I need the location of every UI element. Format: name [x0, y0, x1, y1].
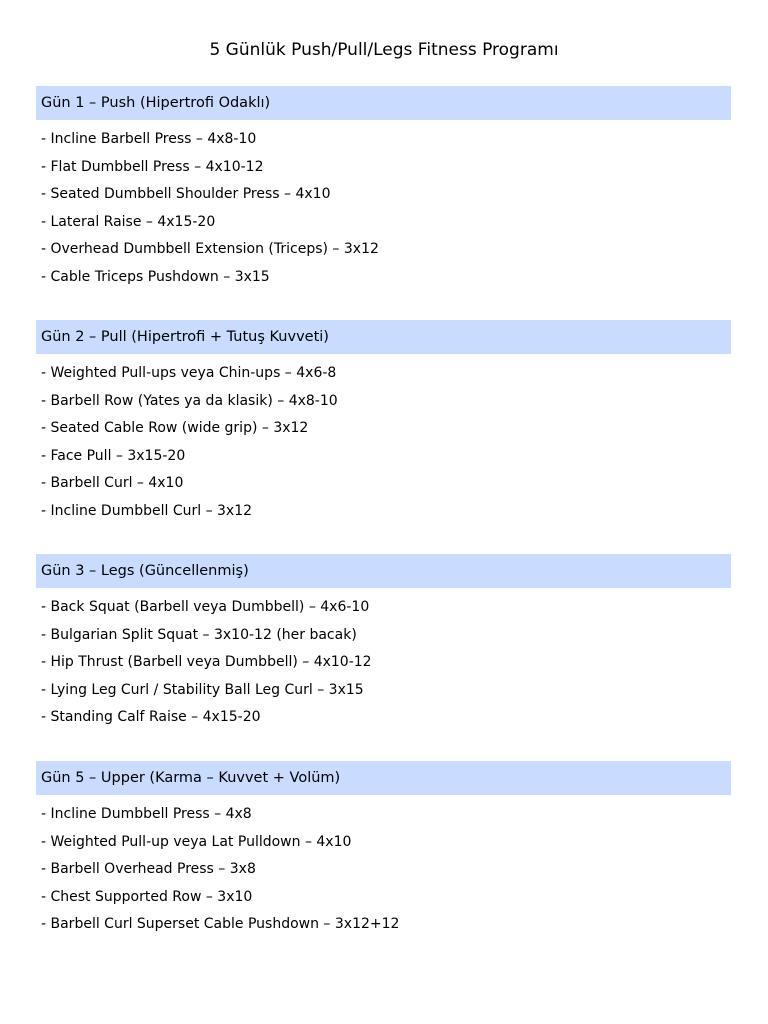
day-section-push	[36, 86, 731, 291]
exercise-list-push	[36, 126, 731, 291]
exercise-item: - Barbell Curl Superset Cable Pushdown – 3x12+12	[41, 916, 400, 932]
exercise-list-pull	[36, 360, 731, 525]
exercise-item: - Lateral Raise – 4x15-20	[41, 213, 216, 230]
exercise-item: - Seated Cable Row (wide grip) – 3x12	[41, 420, 309, 436]
day-header-upper: Gün 5 – Upper (Karma – Kuvvet + Volüm)	[36, 761, 731, 795]
exercise-item: - Seated Dumbbell Shoulder Press – 4x10	[41, 186, 331, 202]
exercise-item: - Lying Leg Curl / Stability Ball Leg Curl – 3x15	[41, 681, 364, 698]
exercise-item: - Barbell Overhead Press – 3x8	[41, 861, 256, 877]
exercise-item: - Chest Supported Row – 3x10	[41, 888, 253, 905]
day-section-upper	[36, 761, 731, 939]
exercise-item: - Weighted Pull-up veya Lat Pulldown – 4x10	[41, 833, 352, 850]
exercise-item: - Overhead Dumbbell Extension (Triceps) – 3x12	[41, 241, 379, 257]
exercise-item: - Barbell Curl – 4x10	[41, 475, 184, 491]
exercise-item: - Incline Barbell Press – 4x8-10	[41, 131, 257, 147]
exercise-item: - Incline Dumbbell Press – 4x8	[41, 806, 252, 822]
exercise-item: - Face Pull – 3x15-20	[41, 447, 186, 464]
exercise-item: - Barbell Row (Yates ya da klasik) – 4x8-10	[41, 392, 338, 409]
day-header-pull: Gün 2 – Pull (Hipertrofi + Tutuş Kuvveti)	[36, 320, 731, 354]
exercise-list-upper	[36, 801, 731, 939]
day-section-pull	[36, 320, 731, 525]
day-header-push: Gün 1 – Push (Hipertrofi Odaklı)	[36, 86, 731, 120]
exercise-item: - Back Squat (Barbell veya Dumbbell) – 4x6-10	[41, 599, 370, 615]
page-title: 5 Günlük Push/Pull/Legs Fitness Programı	[209, 40, 559, 60]
exercise-item: - Flat Dumbbell Press – 4x10-12	[41, 158, 264, 175]
day-section-legs	[36, 554, 731, 732]
exercise-item: - Hip Thrust (Barbell veya Dumbbell) – 4x10-12	[41, 654, 372, 670]
exercise-list-legs	[36, 594, 731, 732]
exercise-item: - Standing Calf Raise – 4x15-20	[41, 709, 261, 725]
exercise-item: - Incline Dumbbell Curl – 3x12	[41, 502, 253, 519]
exercise-item: - Weighted Pull-ups veya Chin-ups – 4x6-8	[41, 365, 337, 381]
day-header-legs: Gün 3 – Legs (Güncellenmiş)	[36, 554, 731, 588]
exercise-item: - Cable Triceps Pushdown – 3x15	[41, 268, 270, 285]
exercise-item: - Bulgarian Split Squat – 3x10-12 (her bacak)	[41, 626, 357, 643]
